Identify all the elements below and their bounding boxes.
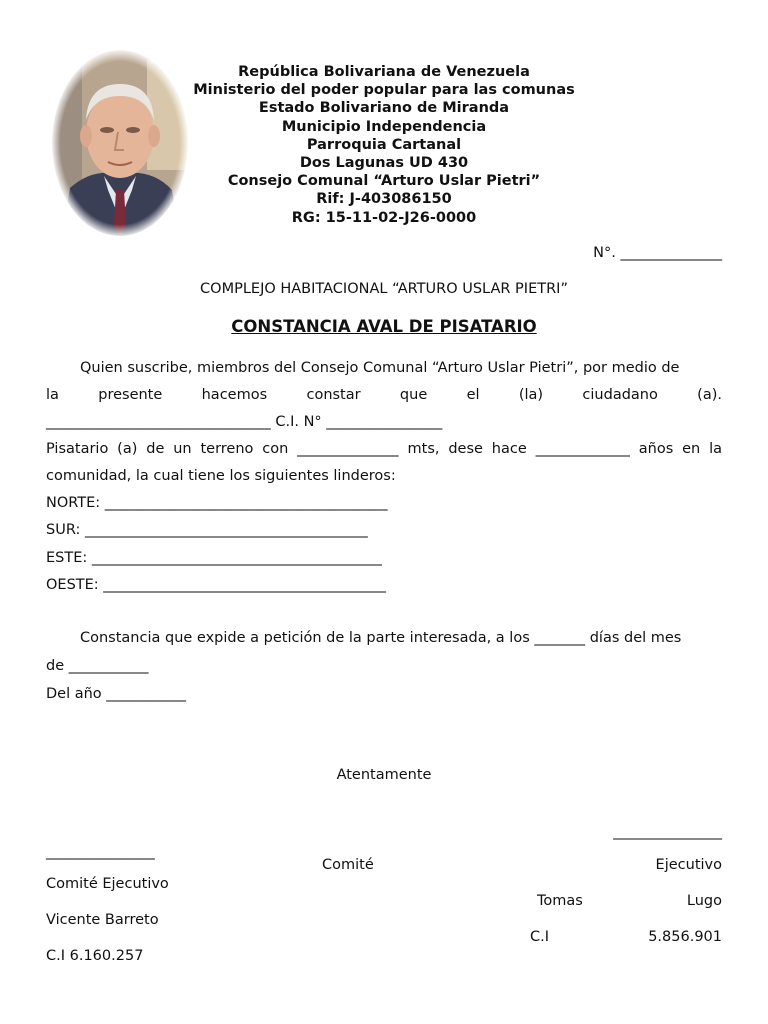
paragraph-2-line-3: Del año ___________ [46, 686, 187, 702]
header-line: Consejo Comunal “Arturo Uslar Pietri” [227, 173, 541, 190]
lindero-norte: NORTE: _______________________________________ [46, 495, 388, 511]
signature-left-name: Vicente Barreto [46, 912, 159, 928]
lindero-sur: SUR: _______________________________________ [46, 522, 368, 538]
signature-right-ci-value: 5.856.901 [648, 929, 722, 945]
paragraph-2-line-2: de ___________ [46, 658, 149, 674]
paragraph-2-line-1: Constancia que expide a petición de la parte interesada, a los _______ días del mes [80, 630, 682, 646]
header-line: Ministerio del poder popular para las comunas [193, 82, 575, 99]
signature-right-last-name: Lugo [686, 893, 722, 909]
signature-ejecutivo-label: Ejecutivo [655, 857, 722, 873]
header-line: Dos Lagunas UD 430 [299, 155, 469, 172]
header-line: RG: 15-11-02-J26-0000 [291, 209, 477, 226]
header-line: Municipio Independencia [281, 118, 487, 135]
signature-line-right: _______________ [613, 824, 722, 840]
lindero-oeste: OESTE: _______________________________________ [46, 577, 387, 593]
institution-header [180, 63, 588, 227]
paragraph-1-line-3: _______________________________ C.I. N° ________________ [46, 414, 443, 430]
complex-name: COMPLEJO HABITACIONAL “ARTURO USLAR PIETRI” [200, 281, 568, 297]
lindero-este: ESTE: ________________________________________ [46, 550, 382, 566]
signature-right-ci-label: C.I [530, 929, 550, 945]
paragraph-1-line-4: Pisatario (a) de un terreno con ______________ mts, dese hace _____________ años en la [46, 441, 722, 457]
signature-right-first-name: Tomas [537, 893, 583, 909]
header-line: República Bolivariana de Venezuela [238, 64, 530, 80]
paragraph-1-line-1 [80, 360, 679, 376]
portrait-photo [52, 50, 188, 236]
closing-text: Atentamente [336, 767, 432, 783]
header-line: Parroquia Cartanal [306, 136, 462, 153]
signature-left-role: Comité Ejecutivo [46, 876, 169, 892]
header-line: Estado Bolivariano de Miranda [258, 100, 510, 117]
signature-left-ci: C.I 6.160.257 [46, 948, 144, 964]
document-title: CONSTANCIA AVAL DE PISATARIO [231, 317, 537, 336]
header-line: Rif: J-403086150 [316, 191, 452, 208]
signature-line-left: _______________ [46, 844, 155, 860]
signature-comite-label: Comité [322, 857, 374, 873]
paragraph-1-line-5: comunidad, la cual tiene los siguientes linderos: [46, 468, 396, 484]
paragraph-text: Quien suscribe, miembros del Consejo Comunal “Arturo Uslar Pietri”, por medio de [80, 360, 680, 376]
paragraph-1-line-2: la presente hacemos constar que el (la) ciudadano (a). [46, 387, 722, 403]
document-number: N°. ______________ [593, 245, 722, 261]
